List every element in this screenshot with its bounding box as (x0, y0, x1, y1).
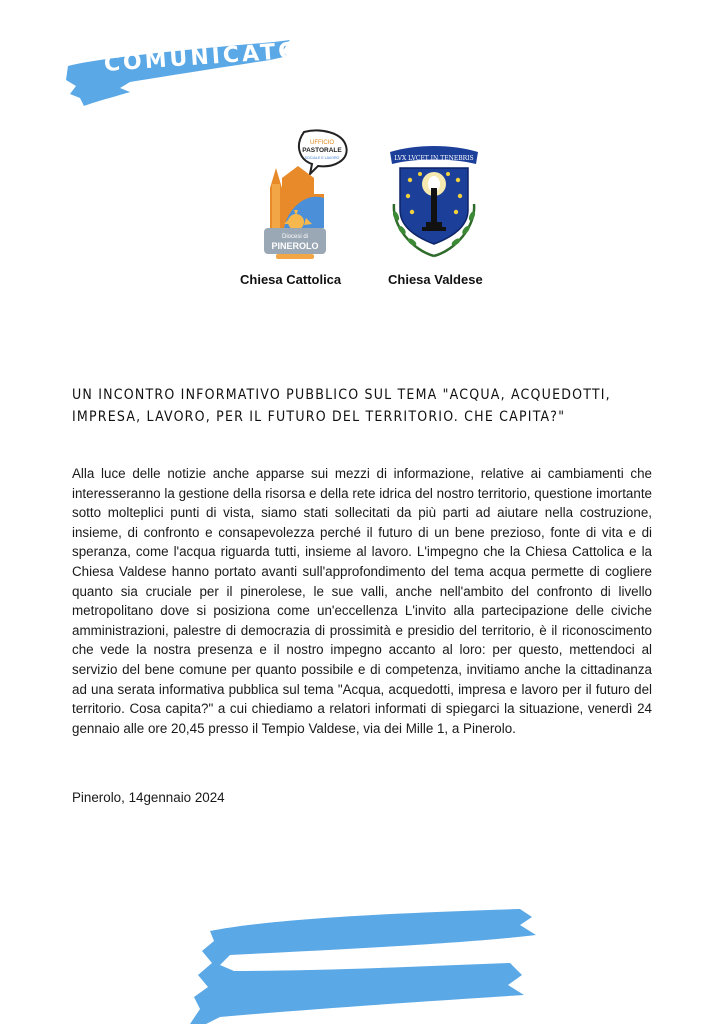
diocese-small-text: Diocesi di (281, 234, 309, 240)
badge-line-3: SOCIALE E LAVORO (304, 156, 340, 160)
valdese-motto: LVX LVCET IN TENEBRIS (394, 155, 474, 162)
date-line: Pinerolo, 14gennaio 2024 (72, 790, 225, 805)
diocese-name-text: PINEROLO (271, 241, 319, 251)
banner-label: COMUNICATO (103, 38, 301, 77)
page-headline: UN INCONTRO INFORMATIVO PUBBLICO SUL TEMA "ACQUA, ACQUEDOTTI, IMPRESA, LAVORO, PER IL FUTURO DEL TERRITORIO. CHE CAPITA?" (72, 387, 611, 425)
footer-brush-stroke (190, 905, 540, 1024)
caption-chiesa-cattolica: Chiesa Cattolica (240, 272, 342, 287)
body-paragraph: Alla luce delle notizie anche apparse sui mezzi di informazione, relative ai cambiamenti che interesseranno la gestione della risorsa e della rete idrica del nostro territorio, questione imortante sotto molteplici punti di vista, siamo stati sollecitati da più parti ad aiutare nella costruzione, insieme, di confronto e consapevolezza perché il futuro di un bene prezioso, fonte di vita e di speranza, come l'acqua riguarda tutti, insieme al lavoro. L'impegno che la Chiesa Cattolica e la Chiesa Valdese hanno portato avanti sull'approfondimento del tema acqua permette di cogliere quanto sia cruciale per il pinerolese, le sue valli, anche nell'ambito del confronto di livello metropolitano dove si posiziona come un'eccellenza L'invito alla partecipazione delle civiche amministrazioni, palestre di democrazia di prossimità e presidio del territorio, è il riconoscimento che vede la nostra presenza e il nostro impegno accanto al loro: per questo, mettendoci al servizio del bene comune per quanto possibile e di competenza, invitiamo anche la cittadinanza ad una serata informativa pubblica sul tema "Acqua, acquedotti, impresa e lavoro per il futuro del territorio. Cosa capita?" a cui chiediamo a relatori informati di spiegarci la situazione, venerdì 24 gennaio alle ore 20,45 presso il Tempio Valdese, via dei Mille 1, a Pinerolo. (72, 466, 652, 736)
badge-line-2: PASTORALE (302, 147, 342, 154)
caption-chiesa-valdese: Chiesa Valdese (388, 272, 483, 287)
chiesa-valdese-logo (386, 146, 482, 262)
badge-line-1: UFFICIO (310, 140, 334, 146)
diocese-pinerolo-logo (254, 128, 354, 264)
